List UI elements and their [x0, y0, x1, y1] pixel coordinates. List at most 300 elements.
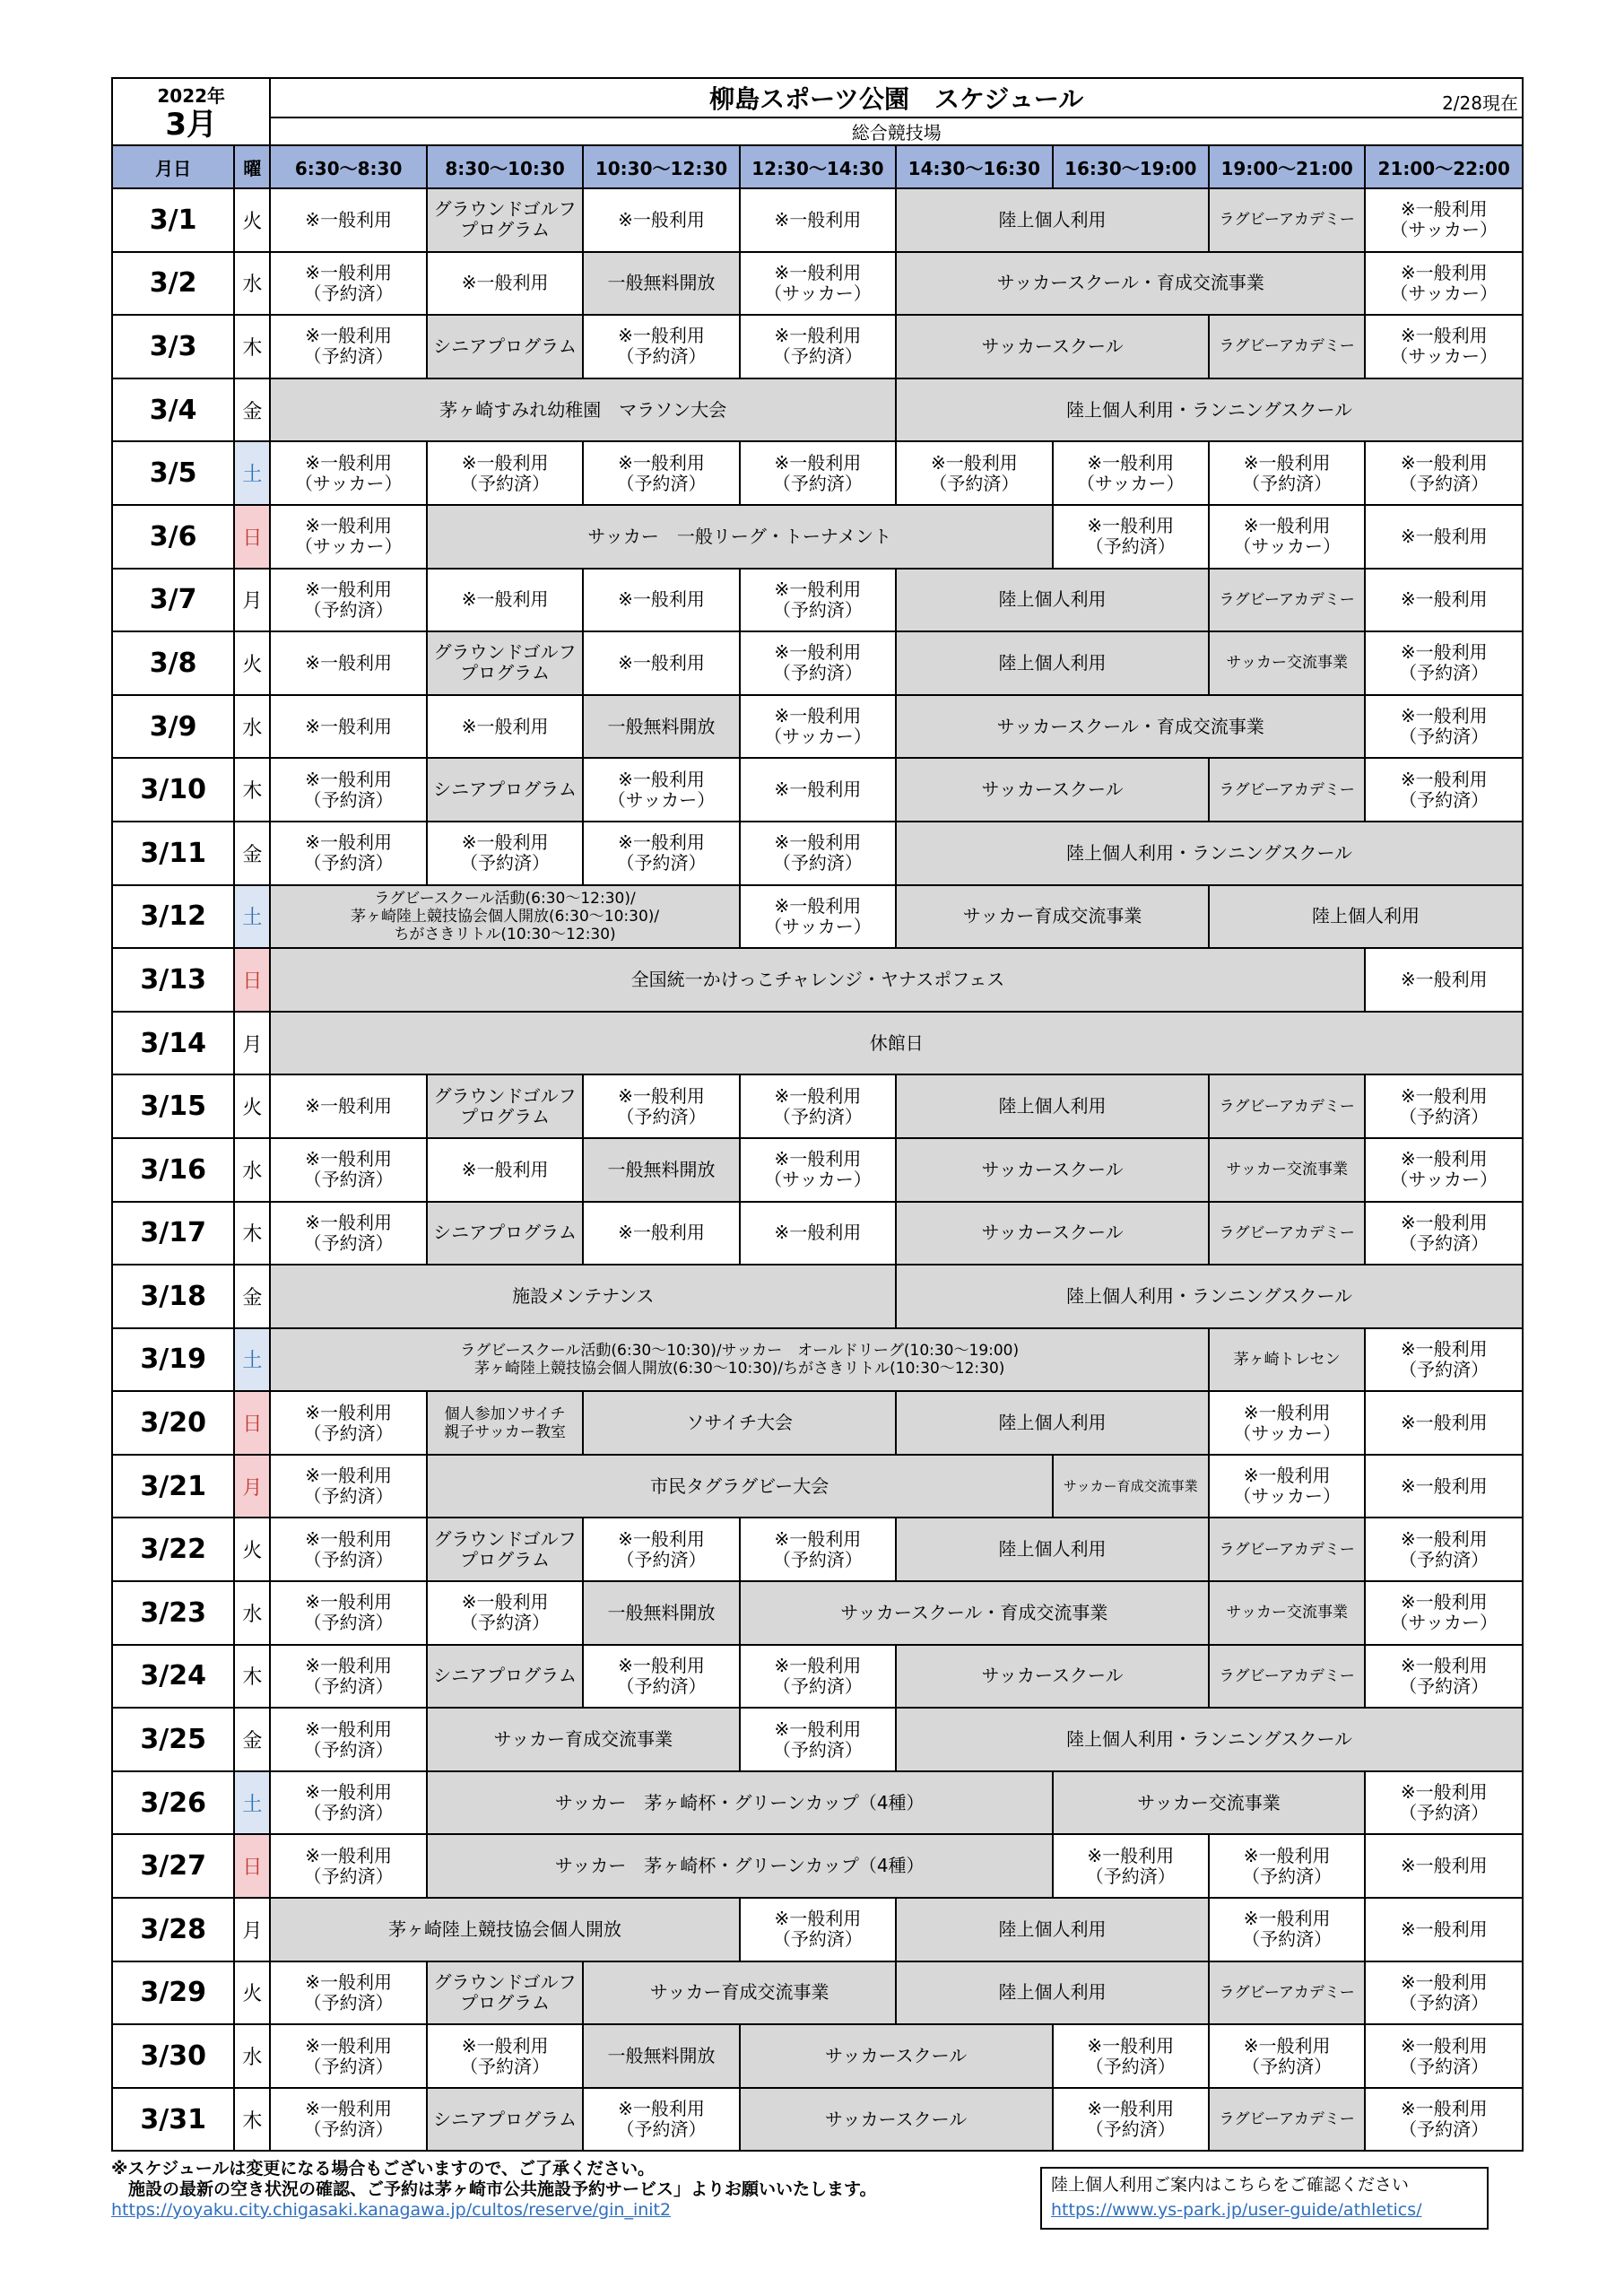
- schedule-row: [112, 695, 1523, 759]
- event-cell: [740, 2088, 1053, 2152]
- event-cell: [1209, 569, 1365, 632]
- event-cell: [896, 695, 1365, 759]
- event-cell: [270, 1328, 1209, 1392]
- available-slot-cell: [740, 188, 896, 252]
- cell-text: ※一般利用 （予約済）: [616, 1084, 707, 1127]
- cell-text: 陸上個人利用: [998, 588, 1107, 611]
- cell-text: ※一般利用: [461, 272, 549, 294]
- cell-text: ラグビーアカデミー: [1219, 1540, 1355, 1559]
- cell-text: ※一般利用 （予約済）: [772, 641, 863, 684]
- cell-text: ※一般利用 （予約済）: [1085, 1844, 1176, 1887]
- cell-text: シニアプログラム: [433, 335, 577, 357]
- cell-text: ※一般利用 （予約済）: [303, 1781, 394, 1824]
- cell-text: ※一般利用: [618, 208, 705, 230]
- event-cell: [896, 1645, 1209, 1709]
- schedule-row: [112, 441, 1523, 505]
- cell-text: グラウンドゴルフ プログラム: [433, 1084, 577, 1127]
- weekday-cell: 金: [234, 1708, 270, 1771]
- available-slot-cell: [1209, 1834, 1365, 1898]
- event-cell: [427, 758, 583, 822]
- weekday-cell: 土: [234, 441, 270, 505]
- cell-text: 陸上個人利用: [998, 1918, 1107, 1940]
- cell-text: サッカー育成交流事業: [649, 1981, 829, 2004]
- cell-text: ※一般利用: [1400, 1474, 1488, 1497]
- available-slot-cell: [270, 2088, 426, 2152]
- column-header-row: [112, 145, 1523, 188]
- event-cell: [740, 1581, 1209, 1645]
- available-slot-cell: [1365, 1202, 1523, 1265]
- available-slot-cell: [270, 1518, 426, 1581]
- cell-text: ※一般利用 （予約済）: [1242, 2034, 1333, 2077]
- available-slot-cell: [427, 441, 583, 505]
- available-slot-cell: [583, 758, 739, 822]
- weekday-cell: 火: [234, 1074, 270, 1138]
- date-cell: 3/2: [112, 252, 234, 316]
- cell-text: ラグビースクール活動(6:30～10:30)/サッカー オールドリーグ(10:30～19:00) 茅ヶ崎陸上競技協会個人開放(6:30～10:30)/ちがさきリトル(10:30～12:30): [460, 1341, 1020, 1378]
- available-slot-cell: [270, 252, 426, 316]
- cell-text: ※一般利用: [461, 1158, 549, 1180]
- event-cell: [427, 631, 583, 695]
- event-cell: [427, 1391, 583, 1455]
- cell-text: ※一般利用 （予約済）: [772, 831, 863, 874]
- cell-text: ※一般利用 （サッカー）: [607, 768, 716, 811]
- slot-header: 8:30～10:30: [427, 145, 583, 188]
- cell-text: サッカー育成交流事業: [493, 1728, 673, 1751]
- cell-text: ※一般利用: [305, 208, 393, 230]
- cell-text: ※一般利用: [1400, 1412, 1488, 1434]
- schedule-row: [112, 2024, 1523, 2088]
- cell-text: 陸上個人利用: [998, 1095, 1107, 1118]
- date-cell: 3/16: [112, 1138, 234, 1202]
- available-slot-cell: [1209, 2024, 1365, 2088]
- cell-text: ※一般利用: [461, 588, 549, 611]
- schedule-row: [112, 1391, 1523, 1455]
- cell-text: ※一般利用: [1400, 968, 1488, 990]
- available-slot-cell: [740, 1898, 896, 1961]
- weekday-cell: 日: [234, 948, 270, 1012]
- note-line-2: 施設の最新の空き状況の確認、ご予約は茅ヶ崎市公共施設予約サービス」よりお願いいたします。: [111, 2179, 877, 2199]
- event-cell: [427, 1708, 740, 1771]
- cell-text: ※一般利用 （予約済）: [616, 451, 707, 494]
- event-cell: [1209, 1961, 1365, 2025]
- available-slot-cell: [270, 2024, 426, 2088]
- event-cell: [896, 569, 1209, 632]
- available-slot-cell: [1365, 188, 1523, 252]
- cell-text: ※一般利用: [1400, 1918, 1488, 1940]
- available-slot-cell: [1209, 1391, 1365, 1455]
- available-slot-cell: [740, 822, 896, 885]
- available-slot-cell: [1365, 1834, 1523, 1898]
- available-slot-cell: [270, 188, 426, 252]
- cell-text: ※一般利用 （予約済）: [772, 1718, 863, 1761]
- weekday-cell: 木: [234, 2088, 270, 2152]
- date-cell: 3/5: [112, 441, 234, 505]
- event-cell: [583, 1138, 739, 1202]
- cell-text: ※一般利用 （サッカー）: [1390, 261, 1498, 304]
- available-slot-cell: [1365, 1961, 1523, 2025]
- available-slot-cell: [1365, 315, 1523, 378]
- schedule-row: [112, 822, 1523, 885]
- cell-text: ※一般利用 （予約済）: [772, 1084, 863, 1127]
- slot-header: 21:00～22:00: [1365, 145, 1523, 188]
- date-cell: 3/9: [112, 695, 234, 759]
- weekday-cell: 火: [234, 631, 270, 695]
- available-slot-cell: [270, 695, 426, 759]
- cell-text: ラグビーアカデミー: [1219, 1097, 1355, 1116]
- schedule-row: [112, 505, 1523, 569]
- cell-text: ※一般利用 （予約済）: [303, 1718, 394, 1761]
- schedule-row: [112, 1518, 1523, 1581]
- weekday-cell: 土: [234, 885, 270, 949]
- available-slot-cell: [270, 1391, 426, 1455]
- date-cell: 3/1: [112, 188, 234, 252]
- weekday-cell: 月: [234, 1898, 270, 1961]
- weekday-cell: 金: [234, 822, 270, 885]
- event-cell: [896, 1708, 1523, 1771]
- cell-text: ※一般利用 （予約済）: [1242, 451, 1333, 494]
- event-cell: [583, 1391, 896, 1455]
- available-slot-cell: [1365, 1518, 1523, 1581]
- available-slot-cell: [1053, 505, 1209, 569]
- cell-text: 陸上個人利用: [998, 1412, 1107, 1434]
- event-cell: [896, 1074, 1209, 1138]
- cell-text: ラグビーアカデミー: [1219, 2110, 1355, 2129]
- event-cell: [896, 315, 1209, 378]
- date-cell: 3/21: [112, 1455, 234, 1518]
- cell-text: ※一般利用: [774, 778, 862, 801]
- date-cell: 3/20: [112, 1391, 234, 1455]
- event-cell: [896, 252, 1365, 316]
- available-slot-cell: [270, 1455, 426, 1518]
- event-cell: [270, 1012, 1523, 1075]
- available-slot-cell: [1053, 1834, 1209, 1898]
- weekday-cell: 日: [234, 1391, 270, 1455]
- notes: [111, 2159, 1008, 2221]
- available-slot-cell: [1365, 1138, 1523, 1202]
- cell-text: ※一般利用 （予約済）: [303, 1527, 394, 1570]
- available-slot-cell: [740, 1138, 896, 1202]
- cell-text: ※一般利用 （サッカー）: [1390, 325, 1498, 368]
- event-cell: [583, 695, 739, 759]
- note-line-1: ※スケジュールは変更になる場合もございますので、ご了承ください。: [111, 2159, 655, 2179]
- available-slot-cell: [583, 631, 739, 695]
- cell-text: ※一般利用 （予約済）: [1242, 1908, 1333, 1951]
- cell-text: サッカー交流事業: [1137, 1791, 1281, 1813]
- weekday-cell: 木: [234, 315, 270, 378]
- available-slot-cell: [270, 505, 426, 569]
- schedule-row: [112, 1138, 1523, 1202]
- cell-text: ※一般利用: [1400, 525, 1488, 547]
- weekday-cell: 金: [234, 1265, 270, 1328]
- weekday-cell: 木: [234, 1645, 270, 1709]
- event-cell: [1209, 758, 1365, 822]
- event-cell: [270, 948, 1365, 1012]
- schedule-row: [112, 948, 1523, 1012]
- event-cell: [583, 1581, 739, 1645]
- cell-text: シニアプログラム: [433, 1222, 577, 1244]
- cell-text: ※一般利用 （予約済）: [303, 325, 394, 368]
- available-slot-cell: [1365, 948, 1523, 1012]
- weekday-cell: 土: [234, 1771, 270, 1835]
- available-slot-cell: [1365, 758, 1523, 822]
- cell-text: 一般無料開放: [607, 272, 716, 294]
- event-cell: [1209, 1645, 1365, 1709]
- cell-text: ※一般利用 （予約済）: [772, 1527, 863, 1570]
- cell-text: ラグビーアカデミー: [1219, 337, 1355, 356]
- cell-text: ※一般利用 （予約済）: [772, 1654, 863, 1697]
- cell-text: ラグビーアカデミー: [1219, 780, 1355, 799]
- event-cell: [583, 1961, 896, 2025]
- cell-text: シニアプログラム: [433, 778, 577, 801]
- cell-text: サッカースクール: [981, 778, 1124, 801]
- event-cell: [427, 1202, 583, 1265]
- cell-text: 陸上個人利用: [998, 651, 1107, 674]
- available-slot-cell: [1365, 1391, 1523, 1455]
- cell-text: ※一般利用 （予約済）: [772, 451, 863, 494]
- schedule-row: [112, 1961, 1523, 2025]
- cell-text: ※一般利用 （予約済）: [1399, 451, 1489, 494]
- weekday-cell: 金: [234, 378, 270, 442]
- cell-text: ※一般利用 （予約済）: [616, 831, 707, 874]
- event-cell: [427, 1518, 583, 1581]
- event-cell: [427, 1834, 1053, 1898]
- event-cell: [1209, 188, 1365, 252]
- available-slot-cell: [427, 569, 583, 632]
- schedule-row: [112, 1012, 1523, 1075]
- cell-text: ※一般利用 （予約済）: [303, 1211, 394, 1254]
- cell-text: ※一般利用: [774, 208, 862, 230]
- cell-text: 陸上個人利用: [998, 1981, 1107, 2004]
- cell-text: ※一般利用 （予約済）: [1399, 1654, 1489, 1697]
- cell-text: ※一般利用 （サッカー）: [1390, 1591, 1498, 1634]
- schedule-row: [112, 1834, 1523, 1898]
- date-cell: 3/7: [112, 569, 234, 632]
- schedule-row: [112, 1708, 1523, 1771]
- available-slot-cell: [1365, 441, 1523, 505]
- slot-header: 19:00～21:00: [1209, 145, 1365, 188]
- available-slot-cell: [1365, 252, 1523, 316]
- athletics-guide-link[interactable]: https://www.ys-park.jp/user-guide/athletics/: [1051, 2200, 1422, 2220]
- available-slot-cell: [427, 822, 583, 885]
- cell-text: ※一般利用 （予約済）: [303, 1401, 394, 1444]
- event-cell: [1209, 315, 1365, 378]
- event-cell: [427, 2088, 583, 2152]
- cell-text: シニアプログラム: [433, 2108, 577, 2130]
- available-slot-cell: [270, 758, 426, 822]
- cell-text: ※一般利用: [461, 715, 549, 737]
- schedule-row: [112, 378, 1523, 442]
- cell-text: ※一般利用: [305, 651, 393, 674]
- cell-text: サッカースクール・育成交流事業: [996, 272, 1264, 294]
- event-cell: [896, 758, 1209, 822]
- cell-text: ※一般利用 （予約済）: [303, 2098, 394, 2141]
- cell-text: ※一般利用 （予約済）: [1085, 515, 1176, 558]
- available-slot-cell: [583, 1202, 739, 1265]
- cell-text: ※一般利用 （予約済）: [303, 1654, 394, 1697]
- available-slot-cell: [740, 1708, 896, 1771]
- cell-text: ※一般利用 （予約済）: [460, 1591, 551, 1634]
- date-cell: 3/13: [112, 948, 234, 1012]
- slot-header: 14:30～16:30: [896, 145, 1052, 188]
- event-cell: [1209, 885, 1523, 949]
- cell-text: 陸上個人利用・ランニングスクール: [1066, 398, 1353, 421]
- cell-text: サッカースクール: [981, 1665, 1124, 1687]
- available-slot-cell: [270, 1771, 426, 1835]
- reservation-link[interactable]: https://yoyaku.city.chigasaki.kanagawa.jp/cultos/reserve/gin_init2: [111, 2200, 672, 2220]
- available-slot-cell: [1053, 441, 1209, 505]
- date-cell: 3/30: [112, 2024, 234, 2088]
- date-cell: 3/31: [112, 2088, 234, 2152]
- available-slot-cell: [1365, 1581, 1523, 1645]
- cell-text: 一般無料開放: [607, 1158, 716, 1180]
- cell-text: ※一般利用 （サッカー）: [1076, 451, 1185, 494]
- cell-text: サッカースクール・育成交流事業: [840, 1601, 1108, 1623]
- event-cell: [896, 822, 1523, 885]
- available-slot-cell: [1365, 569, 1523, 632]
- cell-text: シニアプログラム: [433, 1665, 577, 1687]
- date-cell: 3/14: [112, 1012, 234, 1075]
- cell-text: ※一般利用 （サッカー）: [764, 261, 872, 304]
- cell-text: ※一般利用 （予約済）: [1399, 1211, 1489, 1254]
- schedule-row: [112, 1645, 1523, 1709]
- cell-text: ※一般利用 （サッカー）: [1233, 515, 1341, 558]
- cell-text: ※一般利用 （予約済）: [616, 1527, 707, 1570]
- date-cell: 3/29: [112, 1961, 234, 2025]
- available-slot-cell: [1053, 2088, 1209, 2152]
- venue-label: 総合競技場: [270, 117, 1523, 145]
- cell-text: ※一般利用 （予約済）: [303, 1591, 394, 1634]
- available-slot-cell: [740, 758, 896, 822]
- cell-text: 陸上個人利用・ランニングスクール: [1066, 1284, 1353, 1307]
- event-cell: [896, 378, 1523, 442]
- as-of-date: 2/28現在: [1442, 92, 1518, 114]
- event-cell: [427, 1074, 583, 1138]
- cell-text: ※一般利用 （予約済）: [1085, 2034, 1176, 2077]
- available-slot-cell: [270, 1834, 426, 1898]
- cell-text: 休館日: [869, 1031, 924, 1054]
- cell-text: ※一般利用 （予約済）: [616, 325, 707, 368]
- cell-text: ※一般利用: [774, 1222, 862, 1244]
- weekday-cell: 月: [234, 1455, 270, 1518]
- cell-text: サッカー 茅ヶ崎杯・グリーンカップ（4種）: [554, 1855, 925, 1877]
- event-cell: [896, 188, 1209, 252]
- available-slot-cell: [270, 441, 426, 505]
- page-title: 柳島スポーツ公園 スケジュール: [709, 84, 1084, 114]
- date-cell: 3/11: [112, 822, 234, 885]
- weekday-cell: 火: [234, 188, 270, 252]
- cell-text: 茅ヶ崎陸上競技協会個人開放: [388, 1918, 622, 1940]
- schedule-row: [112, 1898, 1523, 1961]
- cell-text: 陸上個人利用・ランニングスクール: [1066, 1728, 1353, 1751]
- available-slot-cell: [583, 1074, 739, 1138]
- schedule-row: [112, 1771, 1523, 1835]
- available-slot-cell: [583, 315, 739, 378]
- cell-text: ※一般利用 （予約済）: [460, 2034, 551, 2077]
- cell-text: ※一般利用 （サッカー）: [764, 894, 872, 937]
- slot-header: 16:30～19:00: [1053, 145, 1209, 188]
- cell-text: ※一般利用 （予約済）: [303, 1465, 394, 1508]
- available-slot-cell: [740, 1074, 896, 1138]
- cell-text: ※一般利用 （予約済）: [772, 578, 863, 621]
- cell-text: ※一般利用 （予約済）: [303, 578, 394, 621]
- available-slot-cell: [583, 441, 739, 505]
- available-slot-cell: [740, 441, 896, 505]
- schedule-row: [112, 758, 1523, 822]
- available-slot-cell: [740, 1202, 896, 1265]
- cell-text: ※一般利用 （予約済）: [616, 1654, 707, 1697]
- date-cell: 3/22: [112, 1518, 234, 1581]
- cell-text: ソサイチ大会: [686, 1412, 793, 1434]
- cell-text: ※一般利用 （サッカー）: [764, 705, 872, 748]
- cell-text: ※一般利用 （予約済）: [460, 451, 551, 494]
- title-cell: [270, 78, 1523, 117]
- cell-text: サッカースクール: [825, 2108, 968, 2130]
- available-slot-cell: [1365, 1455, 1523, 1518]
- cell-text: 茅ヶ崎トレセン: [1233, 1350, 1341, 1369]
- cell-text: ※一般利用 （予約済）: [303, 831, 394, 874]
- weekday-cell: 水: [234, 1581, 270, 1645]
- info-box-text: 陸上個人利用ご案内はこちらをご確認ください: [1051, 2175, 1410, 2195]
- cell-text: 施設メンテナンス: [512, 1284, 655, 1307]
- cell-text: ※一般利用 （予約済）: [1399, 641, 1489, 684]
- date-cell: 3/24: [112, 1645, 234, 1709]
- schedule-row: [112, 2088, 1523, 2152]
- date-cell: 3/3: [112, 315, 234, 378]
- cell-text: ※一般利用 （予約済）: [1399, 1527, 1489, 1570]
- cell-text: ※一般利用 （予約済）: [772, 325, 863, 368]
- event-cell: [1209, 1328, 1365, 1392]
- available-slot-cell: [583, 2088, 739, 2152]
- cell-text: ※一般利用: [305, 715, 393, 737]
- event-cell: [896, 1265, 1523, 1328]
- cell-text: ※一般利用 （予約済）: [616, 2098, 707, 2141]
- cell-text: ※一般利用 （予約済）: [1399, 2098, 1489, 2141]
- available-slot-cell: [270, 1645, 426, 1709]
- schedule-row: [112, 1202, 1523, 1265]
- cell-text: ※一般利用 （サッカー）: [1233, 1401, 1341, 1444]
- schedule-row: [112, 1265, 1523, 1328]
- cell-text: ※一般利用 （予約済）: [1399, 1781, 1489, 1824]
- cell-text: ラグビーアカデミー: [1219, 590, 1355, 609]
- available-slot-cell: [1365, 2024, 1523, 2088]
- available-slot-cell: [270, 1708, 426, 1771]
- event-cell: [427, 1455, 1053, 1518]
- available-slot-cell: [270, 1581, 426, 1645]
- event-cell: [270, 885, 739, 949]
- cell-text: ※一般利用 （予約済）: [1399, 1084, 1489, 1127]
- event-cell: [896, 1391, 1209, 1455]
- available-slot-cell: [1209, 1455, 1365, 1518]
- cell-text: ラグビーアカデミー: [1219, 1983, 1355, 2002]
- available-slot-cell: [427, 1138, 583, 1202]
- cell-text: グラウンドゴルフ プログラム: [433, 198, 577, 241]
- cell-text: サッカー交流事業: [1226, 1604, 1349, 1622]
- cell-text: ※一般利用 （予約済）: [1399, 1337, 1489, 1380]
- weekday-cell: 月: [234, 1012, 270, 1075]
- available-slot-cell: [427, 2024, 583, 2088]
- cell-text: サッカー 茅ヶ崎杯・グリーンカップ（4種）: [554, 1791, 925, 1813]
- cell-text: サッカー育成交流事業: [1063, 1477, 1198, 1494]
- weekday-cell: 火: [234, 1961, 270, 2025]
- available-slot-cell: [1209, 1898, 1365, 1961]
- available-slot-cell: [1365, 1771, 1523, 1835]
- dow-column-header: 曜: [234, 145, 270, 188]
- event-cell: [270, 1265, 896, 1328]
- cell-text: ※一般利用 （サッカー）: [294, 451, 403, 494]
- schedule-row: [112, 252, 1523, 316]
- event-cell: [896, 1961, 1209, 2025]
- cell-text: 一般無料開放: [607, 1601, 716, 1623]
